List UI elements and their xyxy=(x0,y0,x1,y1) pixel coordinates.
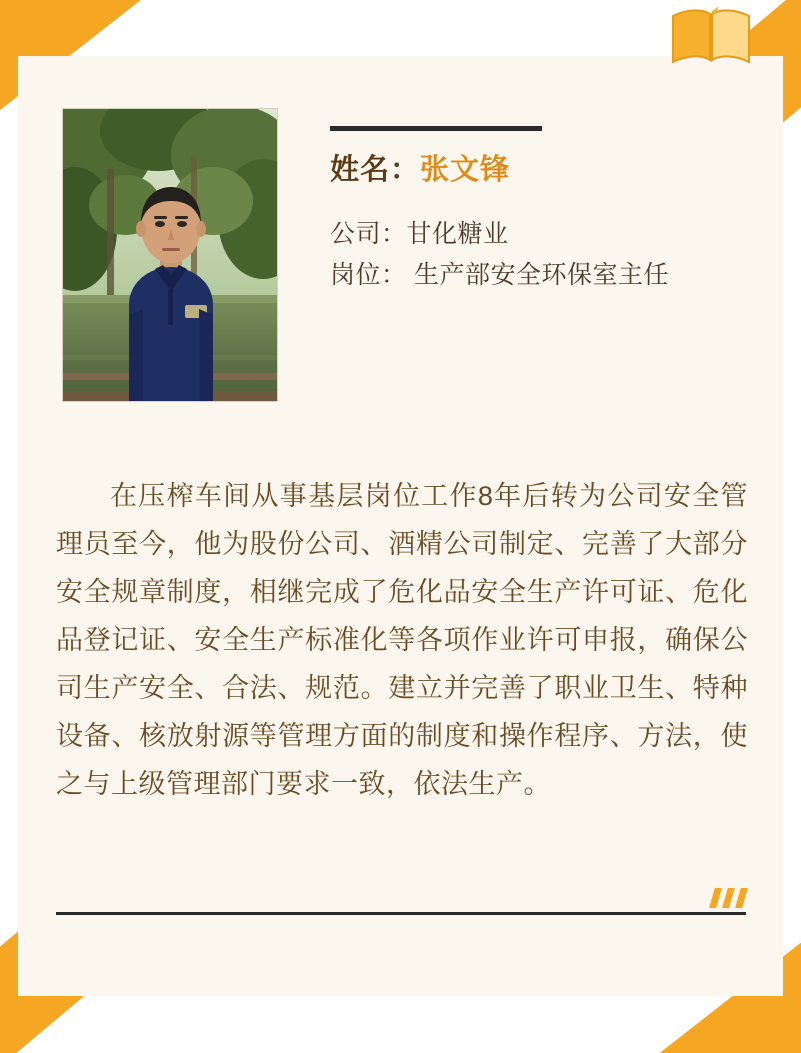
position-line: 岗位： 生产部安全环保室主任 xyxy=(330,260,669,289)
profile-text-block xyxy=(330,108,722,295)
company-line: 公司：甘化糖业 xyxy=(330,220,509,248)
avatar xyxy=(62,108,278,402)
bottom-divider xyxy=(56,912,746,915)
name-divider xyxy=(330,126,542,131)
tick-marks-decoration xyxy=(712,888,745,908)
open-book-icon xyxy=(663,6,759,74)
name-value: 张文锋 xyxy=(420,154,511,186)
person-name-line xyxy=(330,147,722,188)
name-label: 姓名： xyxy=(330,154,421,186)
tick-mark xyxy=(722,888,735,908)
body-paragraph: 在压榨车间从事基层岗位工作8年后转为公司安全管理员至今，他为股份公司、酒精公司制定、完善了大部分安全规章制度，相继完成了危化品安全生产许可证、危化品登记证、安全生产标准化等各项作业许可申报，确保公司生产安全、合法、规范。建立并完善了职业卫生、特种设备、核放射源等管理方面的制度和操作程序、方法，使之与上级管理部门要求一致，依法生产。 xyxy=(56,481,748,800)
tick-mark xyxy=(709,888,722,908)
profile-block xyxy=(62,108,722,402)
